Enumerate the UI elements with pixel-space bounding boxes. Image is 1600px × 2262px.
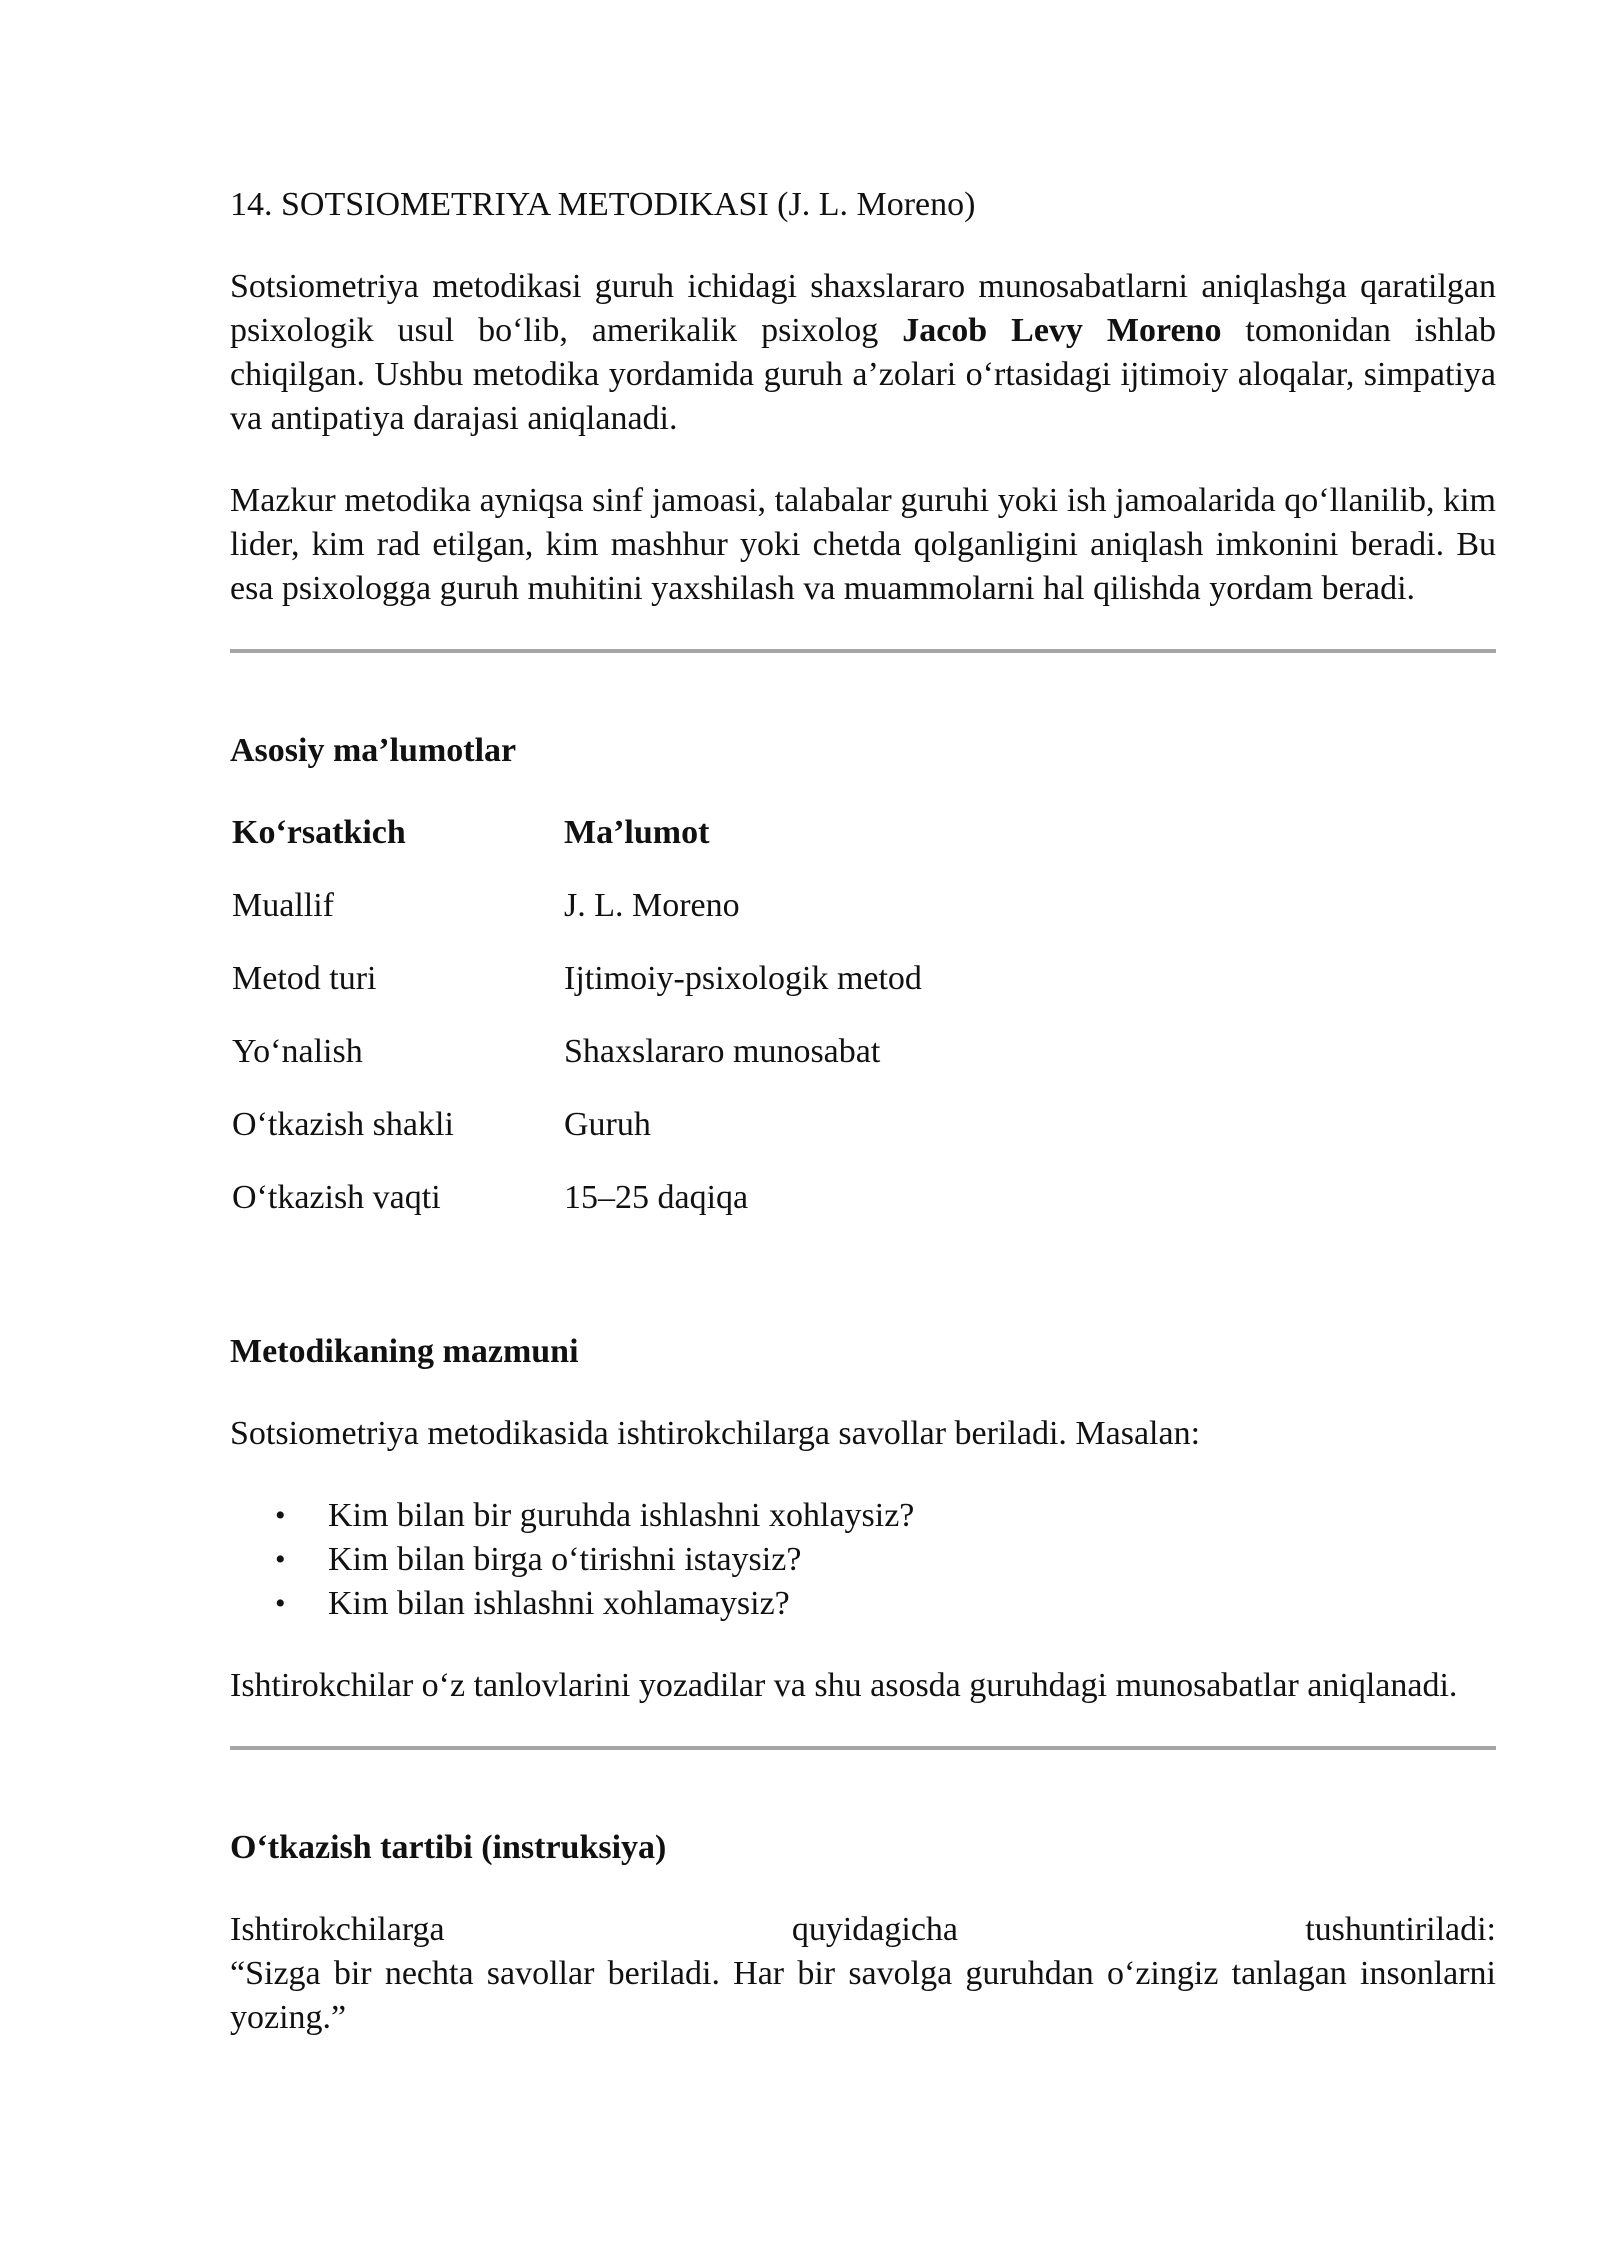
table-row xyxy=(230,1176,1466,1249)
table-row xyxy=(230,957,1466,1030)
question-list xyxy=(230,1494,1496,1626)
section-divider xyxy=(230,649,1496,653)
info-value: Guruh xyxy=(564,1106,651,1143)
info-table xyxy=(230,811,1466,1249)
table-row xyxy=(230,1103,1466,1176)
procedure-heading: O‘tkazish tartibi (instruksiya) xyxy=(230,1829,667,1866)
content-intro-paragraph: Sotsiometriya metodikasida ishtirokchilarga savollar beriladi. Masalan: xyxy=(230,1415,1201,1452)
info-key: O‘tkazish vaqti xyxy=(232,1179,441,1216)
document-title: 14. SOTSIOMETRIYA METODIKASI (J. L. Moreno) xyxy=(230,186,976,223)
content-outro-paragraph: Ishtirokchilar o‘z tanlovlarini yozadilar va shu asosda guruhdagi munosabatlar aniqlanadi. xyxy=(230,1667,1458,1704)
intro-paragraph-1 xyxy=(230,265,1496,441)
table-row xyxy=(230,884,1466,957)
intro-text-end: tomonidan ishlab chiqilgan. Ushbu metodika yordamida guruh a’zolari o‘rtasidagi ijtimoiy aloqalar, simpatiya va antipatiya darajasi aniqlanadi. xyxy=(230,312,1496,437)
author-name-bold: Jacob Levy Moreno xyxy=(902,312,1222,349)
procedure-quote: “Sizga bir nechta savollar beriladi. Har bir savolga guruhdan o‘zingiz tanlagan insonlarni yozing.” xyxy=(230,1955,1496,2036)
intro-paragraph-2: Mazkur metodika ayniqsa sinf jamoasi, talabalar guruhi yoki ish jamoalarida qo‘llanilib, kim lider, kim rad etilgan, kim mashhur yoki chetda qolganligini aniqlash imkonini beradi. Bu esa psixologga guruh muhitini yaxshilash va muammolarni hal qilishda yordam beradi. xyxy=(230,482,1496,607)
info-value: J. L. Moreno xyxy=(564,887,740,924)
info-header-indicator: Ko‘rsatkich xyxy=(232,814,406,851)
info-key: Muallif xyxy=(232,887,334,924)
info-header-value: Ma’lumot xyxy=(564,814,710,851)
info-value: Shaxslararo munosabat xyxy=(564,1033,881,1070)
info-heading: Asosiy ma’lumotlar xyxy=(230,732,517,769)
info-key: O‘tkazish shakli xyxy=(232,1106,454,1143)
content-heading: Metodikaning mazmuni xyxy=(230,1333,579,1370)
list-item: • Kim bilan bir guruhda ishlashni xohlaysiz? xyxy=(230,1494,1496,1538)
section-divider xyxy=(230,1746,1496,1750)
info-table-header xyxy=(230,811,1466,884)
intro-text-start: Sotsiometriya metodikasi guruh ichidagi shaxslararo munosabatlarni aniqlashga qaratilgan psixologik usul bo‘lib, amerikalik psixolog xyxy=(230,268,1496,349)
list-item: • Kim bilan ishlashni xohlamaysiz? xyxy=(230,1582,1496,1626)
info-value: 15–25 daqiqa xyxy=(564,1179,749,1216)
info-key: Yo‘nalish xyxy=(232,1033,363,1070)
procedure-line: Ishtirokchilarga quyidagicha tushuntiriladi: xyxy=(230,1911,1496,1948)
list-item: • Kim bilan birga o‘tirishni istaysiz? xyxy=(230,1538,1496,1582)
document-page xyxy=(230,183,1496,2040)
table-row xyxy=(230,1030,1466,1103)
info-value: Ijtimoiy-psixologik metod xyxy=(564,960,922,997)
info-key: Metod turi xyxy=(232,960,377,997)
